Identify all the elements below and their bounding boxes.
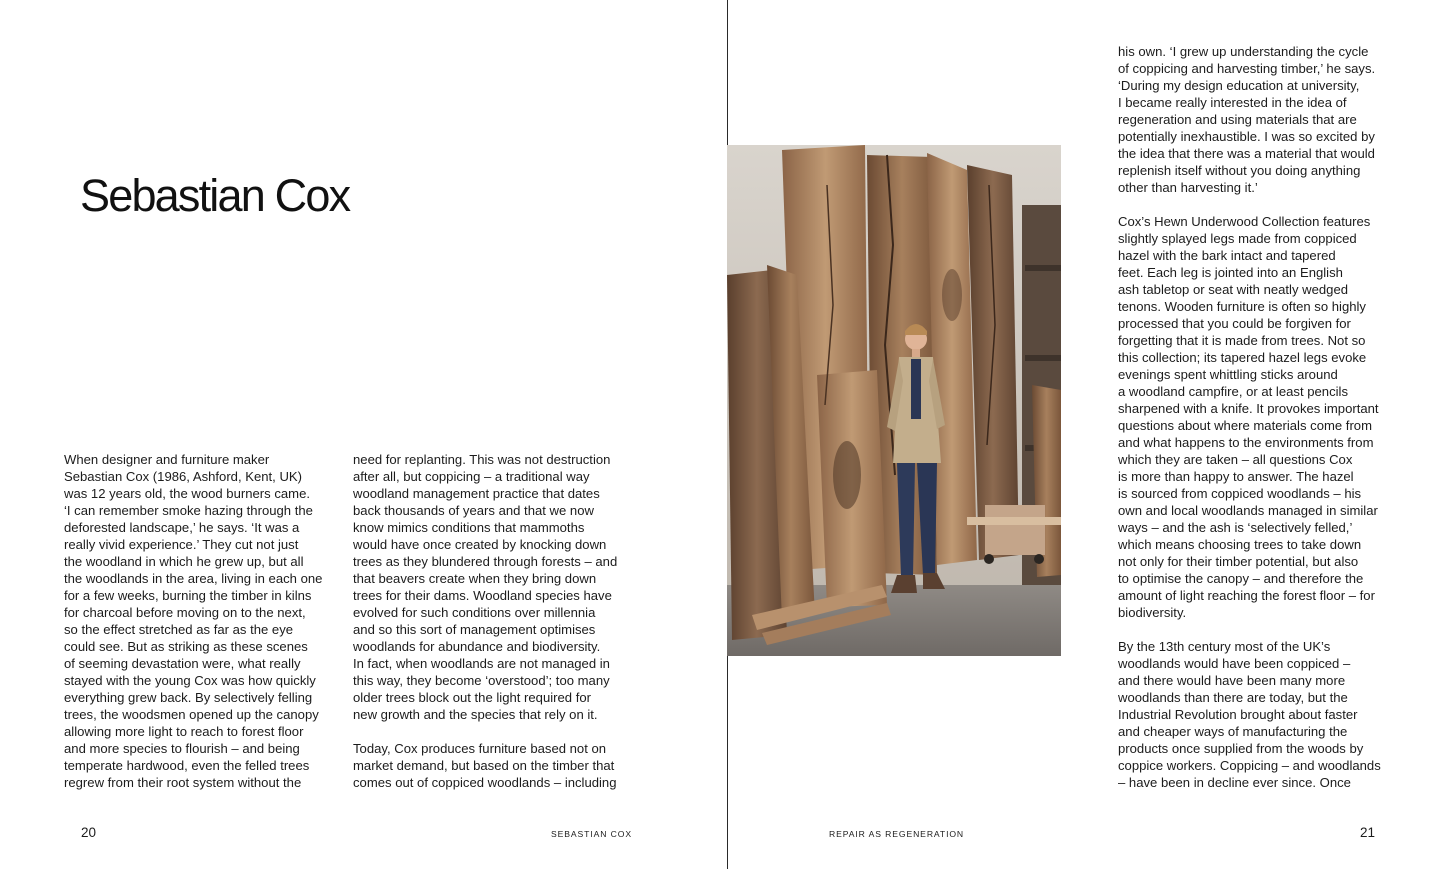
text-line: trees for their dams. Woodland species have [353,588,612,603]
paragraph [353,740,631,791]
text-line: feet. Each leg is jointed into an English [1118,265,1343,280]
text-line: Cox’s Hewn Underwood Collection features [1118,214,1371,229]
text-line: would have once created by knocking down [353,537,607,552]
text-line: really vivid experience.’ They cut not just [64,537,299,552]
text-line: evolved for such conditions over millennia [353,605,596,620]
paragraph [1118,43,1403,196]
text-line: potentially inexhaustible. I was so excited by [1118,129,1375,144]
text-line: could see. But as striking as these scenes [64,639,308,654]
text-line: that beavers create when they bring down [353,571,597,586]
text-line: back thousands of years and that we now [353,503,594,518]
text-line: sharpened with a knife. It provokes important [1118,401,1379,416]
text-line: hazel with the bark intact and tapered [1118,248,1336,263]
text-line: woodlands than there are today, but the [1118,690,1348,705]
text-line: everything grew back. By selectively felling [64,690,313,705]
text-line: temperate hardwood, even the felled trees [64,758,310,773]
text-line: this way, they become ‘overstood’; too many [353,673,610,688]
text-line: the woodlands in the area, living in each one [64,571,323,586]
text-line: is more than happy to answer. The hazel [1118,469,1354,484]
text-line: Industrial Revolution brought about faster [1118,707,1358,722]
text-line: woodlands would have been coppiced – [1118,656,1351,671]
page-number-right: 21 [1360,825,1376,840]
text-line: products once supplied from the woods by [1118,741,1364,756]
text-line: need for replanting. This was not destruction [353,452,611,467]
text-line: other than harvesting it.’ [1118,180,1258,195]
text-line: processed that you could be forgiven for [1118,316,1351,331]
text-line: I became really interested in the idea of [1118,95,1347,110]
text-line: ways – and the ash is ‘selectively felled,’ [1118,520,1353,535]
text-line: new growth and the species that rely on it. [353,707,598,722]
text-line: for a few weeks, burning the timber in kilns [64,588,312,603]
portrait-photo-illustration [727,145,1061,656]
text-line: Sebastian Cox (1986, Ashford, Kent, UK) [64,469,303,484]
text-line: which they are taken – all questions Cox [1118,452,1353,467]
text-line: ‘I can remember smoke hazing through the [64,503,313,518]
body-column-3 [1118,43,1403,791]
text-line: In fact, when woodlands are not managed in [353,656,610,671]
text-line: tenons. Wooden furniture is often so highly [1118,299,1366,314]
text-line: and there would have been many more [1118,673,1346,688]
paragraph [64,451,339,791]
text-line: ‘During my design education at university, [1118,78,1360,93]
paragraph [1118,213,1403,621]
text-line: – have been in decline ever since. Once [1118,775,1351,790]
text-line: of coppicing and harvesting timber,’ he says. [1118,61,1376,76]
text-line: comes out of coppiced woodlands – including [353,775,617,790]
text-line: and what happens to the environments from [1118,435,1374,450]
text-line: the woodland in which he grew up, but all [64,554,304,569]
text-line: the idea that there was a material that would [1118,146,1375,161]
text-line: a woodland campfire, or at least pencils [1118,384,1348,399]
text-line: older trees block out the light required for [353,690,592,705]
text-line: not only for their timber potential, but also [1118,554,1359,569]
text-line: to optimise the canopy – and therefore the [1118,571,1364,586]
text-line: regrew from their root system without the [64,775,302,790]
text-line: and more species to flourish – and being [64,741,300,756]
text-line: stayed with the young Cox was how quickly [64,673,316,688]
text-line: woodland management practice that dates [353,486,600,501]
text-line: replenish itself without you doing anything [1118,163,1361,178]
text-line: for charcoal before moving on to the next, [64,605,306,620]
text-line: of seeming devastation were, what really [64,656,301,671]
text-line: is sourced from coppiced woodlands – his [1118,486,1362,501]
text-line: When designer and furniture maker [64,452,270,467]
body-column-1 [64,451,339,791]
text-line: slightly splayed legs made from coppiced [1118,231,1357,246]
text-line: coppice workers. Coppicing – and woodlands [1118,758,1381,773]
running-head-left: SEBASTIAN COX [551,829,632,839]
text-line: which means choosing trees to take down [1118,537,1362,552]
text-line: after all, but coppicing – a traditional way [353,469,590,484]
paragraph [1118,638,1403,791]
text-line: woodlands for abundance and biodiversity. [353,639,601,654]
article-title: Sebastian Cox [80,170,350,221]
text-line: own and local woodlands managed in similar [1118,503,1378,518]
text-line: this collection; its tapered hazel legs evoke [1118,350,1367,365]
text-line: amount of light reaching the forest floor – for [1118,588,1375,603]
portrait-photo [727,145,1061,656]
body-column-2 [353,451,631,791]
text-line: trees, the woodsmen opened up the canopy [64,707,319,722]
text-line: and cheaper ways of manufacturing the [1118,724,1348,739]
text-line: market demand, but based on the timber that [353,758,615,773]
text-line: allowing more light to reach to forest floor [64,724,304,739]
paragraph [353,451,631,723]
text-line: so the effect stretched as far as the eye [64,622,294,637]
text-line: biodiversity. [1118,605,1187,620]
text-line: know mimics conditions that mammoths [353,520,585,535]
text-line: his own. ‘I grew up understanding the cycle [1118,44,1369,59]
text-line: deforested landscape,’ he says. ‘It was a [64,520,300,535]
text-line: questions about where materials come from [1118,418,1372,433]
page-number-left: 20 [81,825,97,840]
text-line: and so this sort of management optimises [353,622,596,637]
running-head-right: REPAIR AS REGENERATION [829,829,965,839]
text-line: was 12 years old, the wood burners came. [64,486,311,501]
text-line: By the 13th century most of the UK’s [1118,639,1331,654]
text-line: ash tabletop or seat with neatly wedged [1118,282,1349,297]
text-line: regeneration and using materials that are [1118,112,1357,127]
text-line: trees as they blundered through forests – and [353,554,618,569]
text-line: forgetting that it is made from trees. Not so [1118,333,1366,348]
text-line: evenings spent whittling sticks around [1118,367,1338,382]
text-line: Today, Cox produces furniture based not on [353,741,607,756]
